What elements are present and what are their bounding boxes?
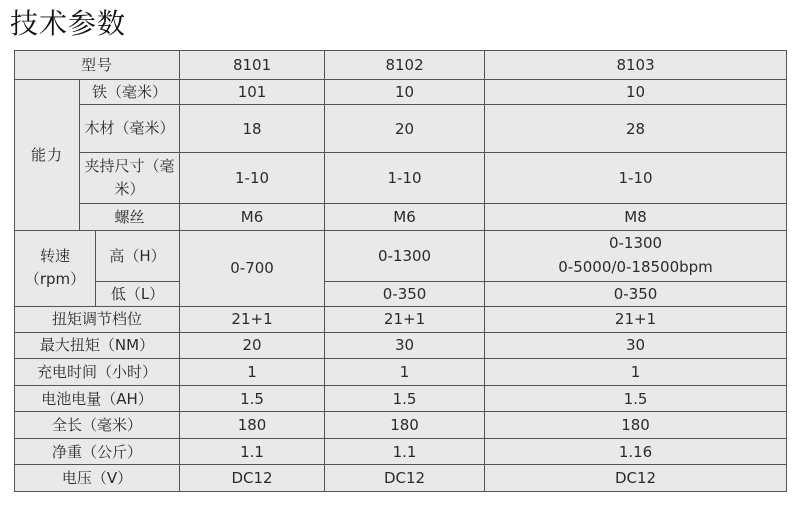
row-label-battery: 电池电量（AH） (15, 385, 180, 412)
table-cell: 180 (485, 412, 787, 439)
table-cell: 18 (180, 105, 325, 153)
table-cell: 21+1 (485, 307, 787, 333)
table-cell: DC12 (325, 465, 485, 492)
row-label-charge-time: 充电时间（小时） (15, 359, 180, 386)
page-title: 技术参数 (10, 7, 127, 40)
table-cell: DC12 (180, 465, 325, 492)
table-row (15, 204, 787, 231)
table-cell: M6 (180, 204, 325, 231)
table-cell: 1 (180, 359, 325, 386)
speed-8103-high-value (485, 230, 787, 281)
model-header-8101: 8101 (180, 51, 325, 80)
table-cell: 28 (485, 105, 787, 153)
speed-8101-value: 0-700 (180, 230, 325, 307)
capacity-label-wood: 木材（毫米） (80, 105, 180, 153)
table-row (15, 438, 787, 465)
speed-group-label: 转速（rpm） (15, 230, 96, 307)
table-cell: 1.5 (485, 385, 787, 412)
table-row (15, 307, 787, 333)
table-row (15, 105, 787, 153)
capacity-label-iron: 铁（毫米） (80, 79, 180, 105)
table-row (15, 385, 787, 412)
table-row (15, 412, 787, 439)
table-cell: 10 (325, 79, 485, 105)
model-header-8102: 8102 (325, 51, 485, 80)
table-cell: M8 (485, 204, 787, 231)
speed-8103-high-line1: 0-1300 (608, 234, 663, 253)
table-cell: 1.1 (180, 438, 325, 465)
table-cell: M6 (325, 204, 485, 231)
spec-table (14, 50, 787, 492)
model-header-label: 型号 (15, 51, 180, 80)
table-row (15, 51, 787, 80)
row-label-net-weight: 净重（公斤） (15, 438, 180, 465)
table-cell: 1-10 (325, 153, 485, 204)
table-cell: 1-10 (180, 153, 325, 204)
table-row (15, 359, 787, 386)
table-cell: 1.16 (485, 438, 787, 465)
speed-8103-low-value: 0-350 (485, 281, 787, 307)
table-row (15, 281, 787, 307)
row-label-voltage: 电压（V） (15, 465, 180, 492)
row-label-max-torque: 最大扭矩（NM） (15, 332, 180, 359)
speed-low-label: 低（L） (96, 281, 180, 307)
row-label-length: 全长（毫米） (15, 412, 180, 439)
table-cell: 20 (325, 105, 485, 153)
capacity-label-screw: 螺丝 (80, 204, 180, 231)
capacity-label-clamp: 夹持尺寸（毫米） (80, 153, 180, 204)
table-cell: 21+1 (325, 307, 485, 333)
table-cell: 180 (325, 412, 485, 439)
table-cell: DC12 (485, 465, 787, 492)
row-label-torque-steps: 扭矩调节档位 (15, 307, 180, 333)
table-cell: 1.5 (325, 385, 485, 412)
model-header-8103: 8103 (485, 51, 787, 80)
capacity-group-label: 能力 (15, 79, 80, 230)
table-cell: 20 (180, 332, 325, 359)
table-cell: 30 (325, 332, 485, 359)
speed-8102-high-value: 0-1300 (325, 230, 485, 281)
table-cell: 180 (180, 412, 325, 439)
table-row (15, 465, 787, 492)
table-cell: 30 (485, 332, 787, 359)
table-cell: 10 (485, 79, 787, 105)
speed-high-label: 高（H） (96, 230, 180, 281)
table-cell: 1.1 (325, 438, 485, 465)
table-cell: 1.5 (180, 385, 325, 412)
table-row (15, 230, 787, 281)
table-row (15, 153, 787, 204)
table-cell: 1 (325, 359, 485, 386)
table-row (15, 79, 787, 105)
speed-8103-high-line2: 0-5000/0-18500bpm (558, 257, 713, 276)
table-cell: 101 (180, 79, 325, 105)
table-row (15, 332, 787, 359)
table-cell: 1 (485, 359, 787, 386)
table-cell: 1-10 (485, 153, 787, 204)
speed-8102-low-value: 0-350 (325, 281, 485, 307)
table-cell: 21+1 (180, 307, 325, 333)
